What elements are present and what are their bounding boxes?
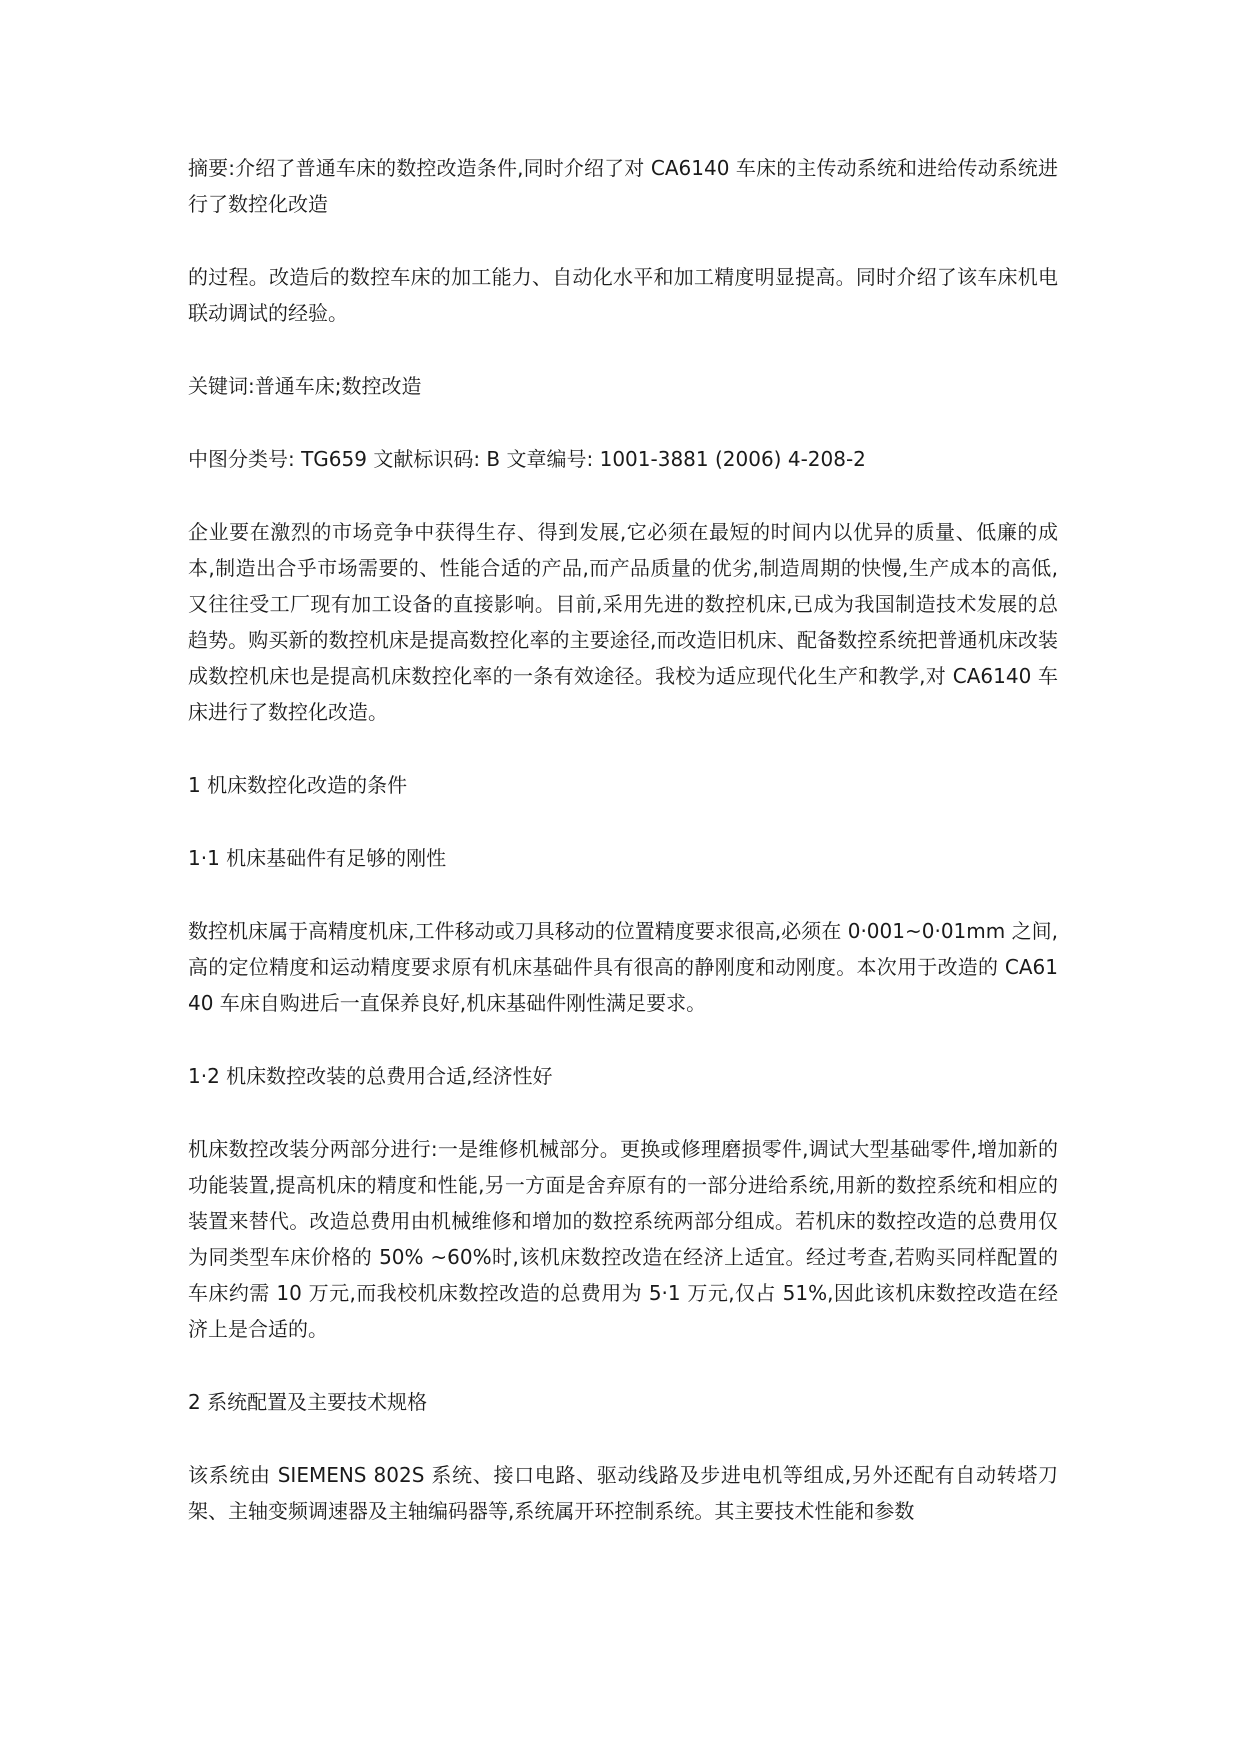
abstract-continuation: 的过程。改造后的数控车床的加工能力、自动化水平和加工精度明显提高。同时介绍了该车床机电联动调试的经验。 — [188, 265, 1058, 325]
classification-line: 中图分类号: TG659 文献标识码: B 文章编号: 1001-3881 (2006) 4-208-2 — [188, 447, 866, 471]
body-paragraph-1-2: 机床数控改装分两部分进行:一是维修机械部分。更换或修理磨损零件,调试大型基础零件,增加新的功能装置,提高机床的精度和性能,另一方面是舍弃原有的一部分进给系统,用新的数控系统和相应的装置来替代。改造总费用由机械维修和增加的数控系统两部分组成。若机床的数控改造的总费用仅为同类型车床价格的 50% ~60%时,该机床数控改造在经济上适宜。经过考查,若购买同样配置的车床约需 10 万元,而我校机床数控改造的总费用为 5·1 万元,仅占 51%,因此该机床数控改造在经济上是合适的。 — [188, 1137, 1058, 1341]
document-body — [188, 150, 1058, 1566]
keywords-line: 关键词:普通车床;数控改造 — [188, 374, 422, 398]
body-paragraph-1-1: 数控机床属于高精度机床,工件移动或刀具移动的位置精度要求很高,必须在 0·001~0·01mm 之间,高的定位精度和运动精度要求原有机床基础件具有很高的静刚度和动刚度。本次用于改造的 CA6140 车床自购进后一直保养良好,机床基础件刚性满足要求。 — [188, 919, 1058, 1015]
subsection-heading-1-2: 1·2 机床数控改装的总费用合适,经济性好 — [188, 1064, 553, 1088]
section-heading-1: 1 机床数控化改造的条件 — [188, 773, 408, 797]
abstract-paragraph: 摘要:介绍了普通车床的数控改造条件,同时介绍了对 CA6140 车床的主传动系统和进给传动系统进行了数控化改造 — [188, 156, 1058, 216]
body-paragraph-2: 该系统由 SIEMENS 802S 系统、接口电路、驱动线路及步进电机等组成,另外还配有自动转塔刀架、主轴变频调速器及主轴编码器等,系统属开环控制系统。其主要技术性能和参数 — [188, 1463, 1058, 1523]
intro-paragraph: 企业要在激烈的市场竞争中获得生存、得到发展,它必须在最短的时间内以优异的质量、低廉的成本,制造出合乎市场需要的、性能合适的产品,而产品质量的优劣,制造周期的快慢,生产成本的高低,又往往受工厂现有加工设备的直接影响。目前,采用先进的数控机床,已成为我国制造技术发展的总趋势。购买新的数控机床是提高数控化率的主要途径,而改造旧机床、配备数控系统把普通机床改装成数控机床也是提高机床数控化率的一条有效途径。我校为适应现代化生产和教学,对 CA6140 车床进行了数控化改造。 — [188, 520, 1058, 724]
subsection-heading-1-1: 1·1 机床基础件有足够的刚性 — [188, 846, 447, 870]
section-heading-2: 2 系统配置及主要技术规格 — [188, 1390, 428, 1414]
